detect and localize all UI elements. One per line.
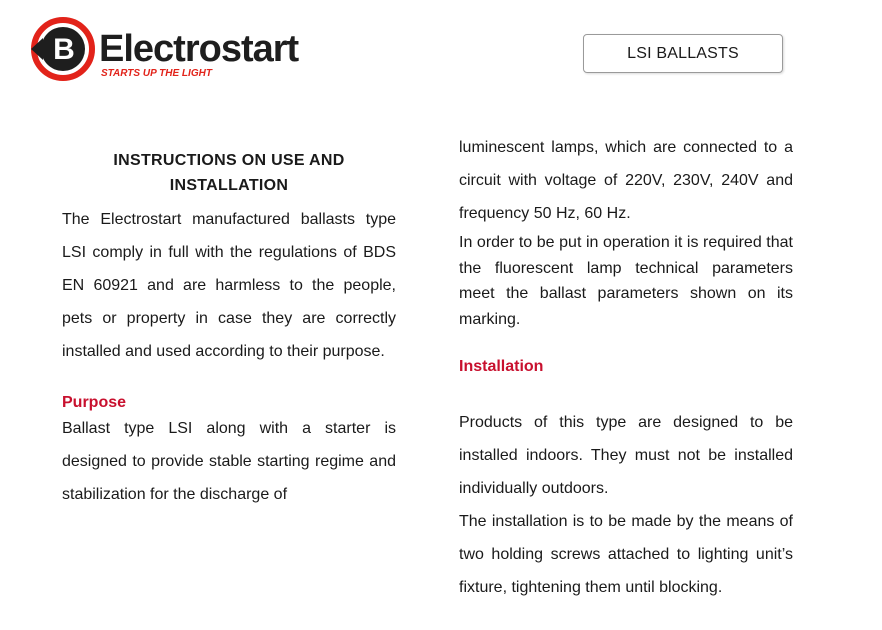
installation-heading: Installation	[459, 358, 544, 375]
installation-paragraph-2: The installation is to be made by the means of two holding screws attached to lighting unit’s fixture, tightening them until blocking.	[459, 513, 793, 596]
electrostart-logo	[27, 16, 347, 82]
operation-paragraph: In order to be put in operation it is required that the fluorescent lamp technical parameters meet the ballast parameters shown on its marking.	[459, 234, 793, 328]
continued-paragraph: luminescent lamps, which are connected to a circuit with voltage of 220V, 230V, 240V and frequency 50 Hz, 60 Hz.	[459, 139, 793, 222]
document-tag-label: LSI BALLASTS	[627, 44, 739, 62]
page-title: INSTRUCTIONS ON USE AND INSTALLATION	[113, 152, 345, 194]
purpose-paragraph: Ballast type LSI along with a starter is designed to provide stable starting regime and stabilization for the discharge of	[62, 420, 396, 503]
electrostart-logo-mark	[27, 16, 347, 82]
installation-paragraph-1: Products of this type are designed to be installed indoors. They must not be installed individually outdoors.	[459, 414, 793, 497]
intro-paragraph: The Electrostart manufactured ballasts type LSI comply in full with the regulations of BDS EN 60921 and are harmless to the people, pets or property in case they are correctly installed and used according to their purpose.	[62, 211, 396, 360]
brand-tagline: STARTS UP THE LIGHT	[101, 68, 212, 79]
left-column	[62, 148, 396, 511]
svg-text:B: B	[53, 33, 75, 66]
right-column	[459, 131, 793, 604]
document-tag	[583, 34, 783, 73]
purpose-heading: Purpose	[62, 394, 127, 411]
brand-name: Electrostart	[99, 28, 299, 70]
